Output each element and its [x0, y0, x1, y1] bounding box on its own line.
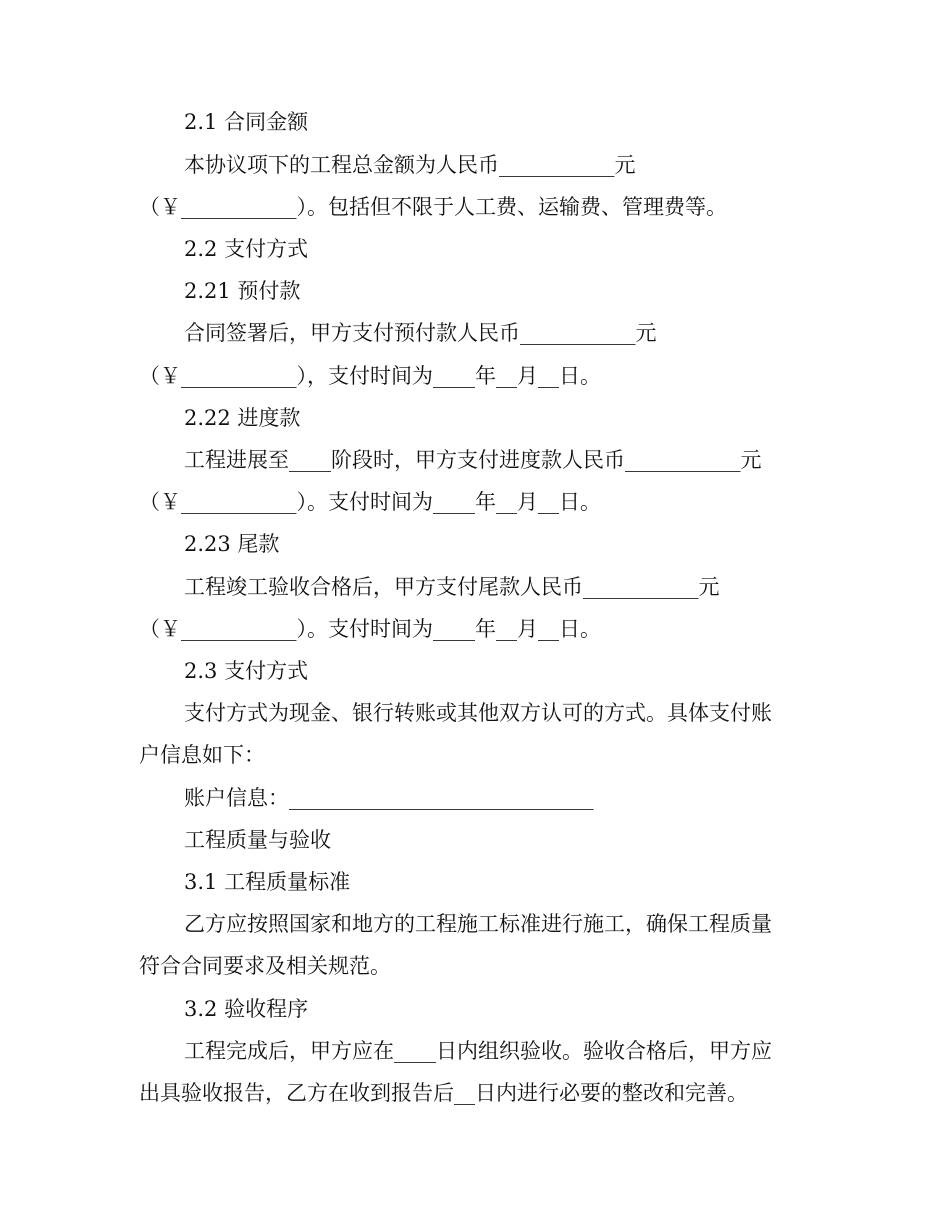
paragraph-line: 本协议项下的工程总金额为人民币___________元 — [184, 153, 636, 177]
paragraph-line: 符合合同要求及相关规范。 — [139, 954, 391, 978]
paragraph-line: 工程竣工验收合格后，甲方支付尾款人民币___________元 — [184, 575, 720, 599]
paragraph-line: （￥___________）。支付时间为____年__月__日。 — [139, 617, 601, 641]
section-heading-2-23: 2.23 尾款 — [184, 532, 280, 556]
section-heading-3-1: 3.1 工程质量标准 — [184, 870, 351, 894]
section-heading-2-21: 2.21 预付款 — [184, 279, 301, 303]
paragraph-line: 户信息如下： — [139, 743, 265, 767]
paragraph-line: （￥___________）。支付时间为____年__月__日。 — [139, 490, 601, 514]
account-info-line: 账户信息：_____________________________ — [184, 786, 594, 810]
section-heading-2-3: 2.3 支付方式 — [184, 659, 309, 683]
section-heading-2-22: 2.22 进度款 — [184, 406, 301, 430]
paragraph-line: （￥___________），支付时间为____年__月__日。 — [139, 364, 601, 388]
section-heading-3-2: 3.2 验收程序 — [184, 997, 309, 1021]
paragraph-line: 工程进展至____阶段时，甲方支付进度款人民币___________元 — [184, 448, 762, 472]
section-heading-2-1: 2.1 合同金额 — [184, 110, 309, 134]
paragraph-line: 工程完成后，甲方应在____日内组织验收。验收合格后，甲方应 — [184, 1039, 772, 1063]
paragraph-line: （￥___________）。包括但不限于人工费、运输费、管理费等。 — [139, 195, 727, 219]
paragraph-line: 出具验收报告，乙方在收到报告后__日内进行必要的整改和完善。 — [139, 1081, 748, 1105]
paragraph-line: 乙方应按照国家和地方的工程施工标准进行施工，确保工程质量 — [184, 912, 772, 936]
section-heading-quality: 工程质量与验收 — [184, 828, 331, 852]
section-heading-2-2: 2.2 支付方式 — [184, 237, 309, 261]
paragraph-line: 合同签署后，甲方支付预付款人民币___________元 — [184, 321, 657, 345]
paragraph-line: 支付方式为现金、银行转账或其他双方认可的方式。具体支付账 — [184, 701, 772, 725]
